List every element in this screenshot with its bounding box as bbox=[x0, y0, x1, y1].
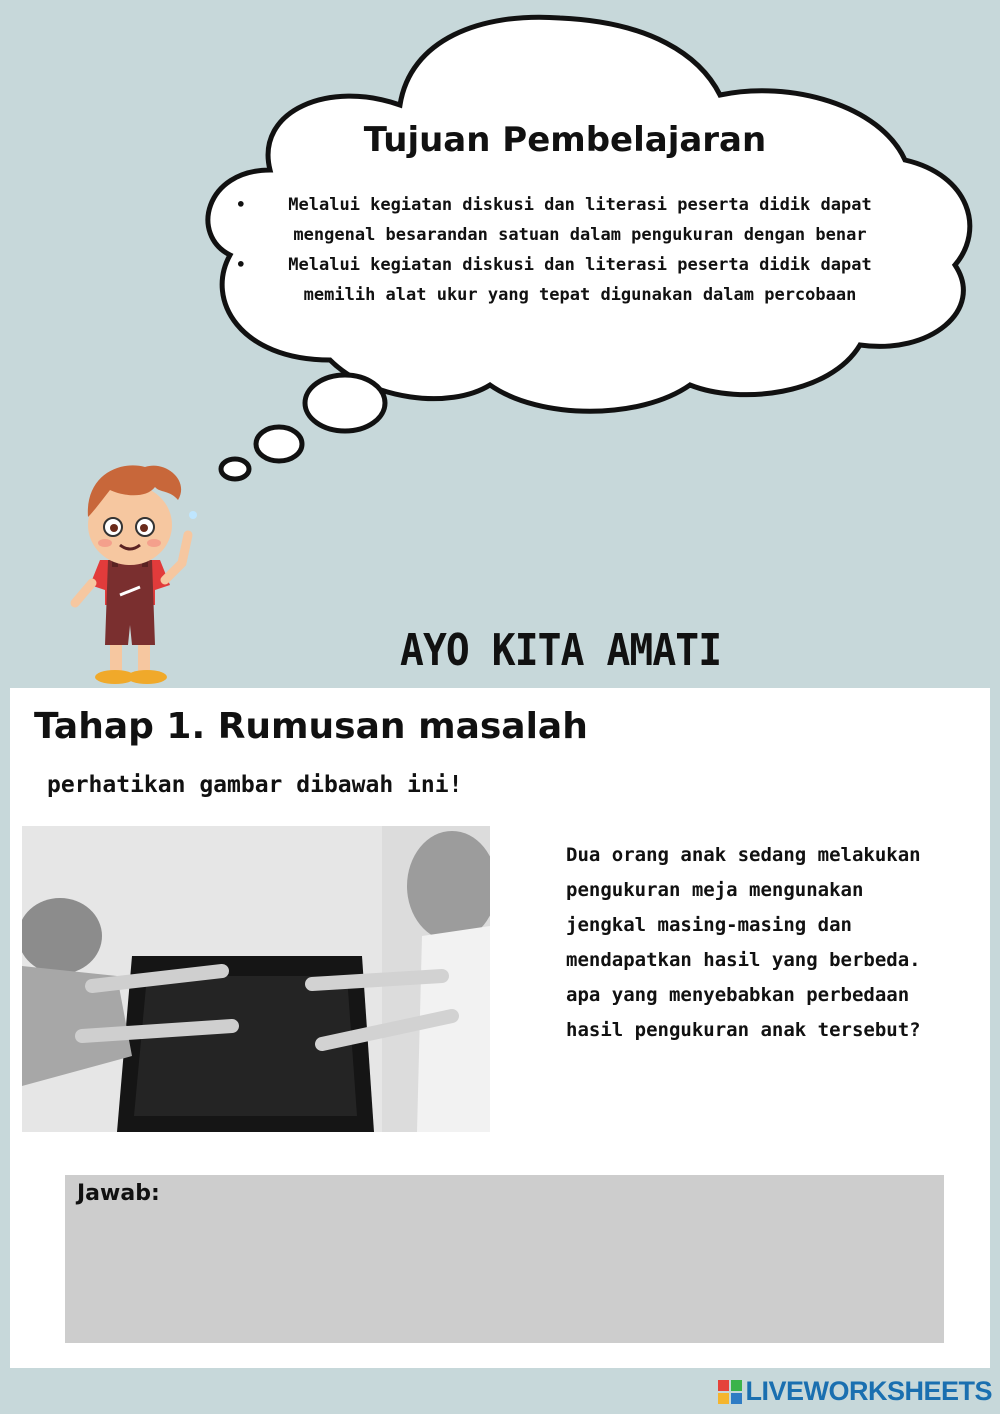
learning-goals-title: Tujuan Pembelajaran bbox=[363, 120, 767, 160]
children-measuring-table-photo bbox=[22, 826, 490, 1132]
learning-goals-list bbox=[230, 190, 910, 310]
boy-pointing-illustration bbox=[60, 455, 210, 690]
learning-goal-item: • Melalui kegiatan diskusi dan literasi peserta didik dapat mengenal besarandan satuan dalam pengukuran dengan benar bbox=[230, 190, 910, 250]
stage-title: Tahap 1. Rumusan masalah bbox=[34, 706, 588, 747]
answer-box[interactable] bbox=[65, 1175, 944, 1343]
instruction-text: perhatikan gambar dibawah ini! bbox=[47, 772, 463, 798]
liveworksheets-logo-icon bbox=[718, 1380, 742, 1404]
problem-description: Dua orang anak sedang melakukan pengukuran meja mengunakan jengkal masing-masing dan mendapatkan hasil yang berbeda. apa yang menyebabkan perbedaan hasil pengukuran anak tersebut? bbox=[566, 844, 921, 1041]
observe-heading: AYO KITA AMATI bbox=[400, 625, 722, 676]
problem-statement-panel bbox=[10, 688, 990, 1368]
liveworksheets-brand bbox=[718, 1376, 992, 1407]
liveworksheets-wordmark: LIVEWORKSHEETS bbox=[745, 1376, 992, 1406]
learning-goal-item: • Melalui kegiatan diskusi dan literasi peserta didik dapat memilih alat ukur yang tepat digunakan dalam percobaan bbox=[230, 250, 910, 310]
answer-label: Jawab: bbox=[77, 1181, 160, 1206]
